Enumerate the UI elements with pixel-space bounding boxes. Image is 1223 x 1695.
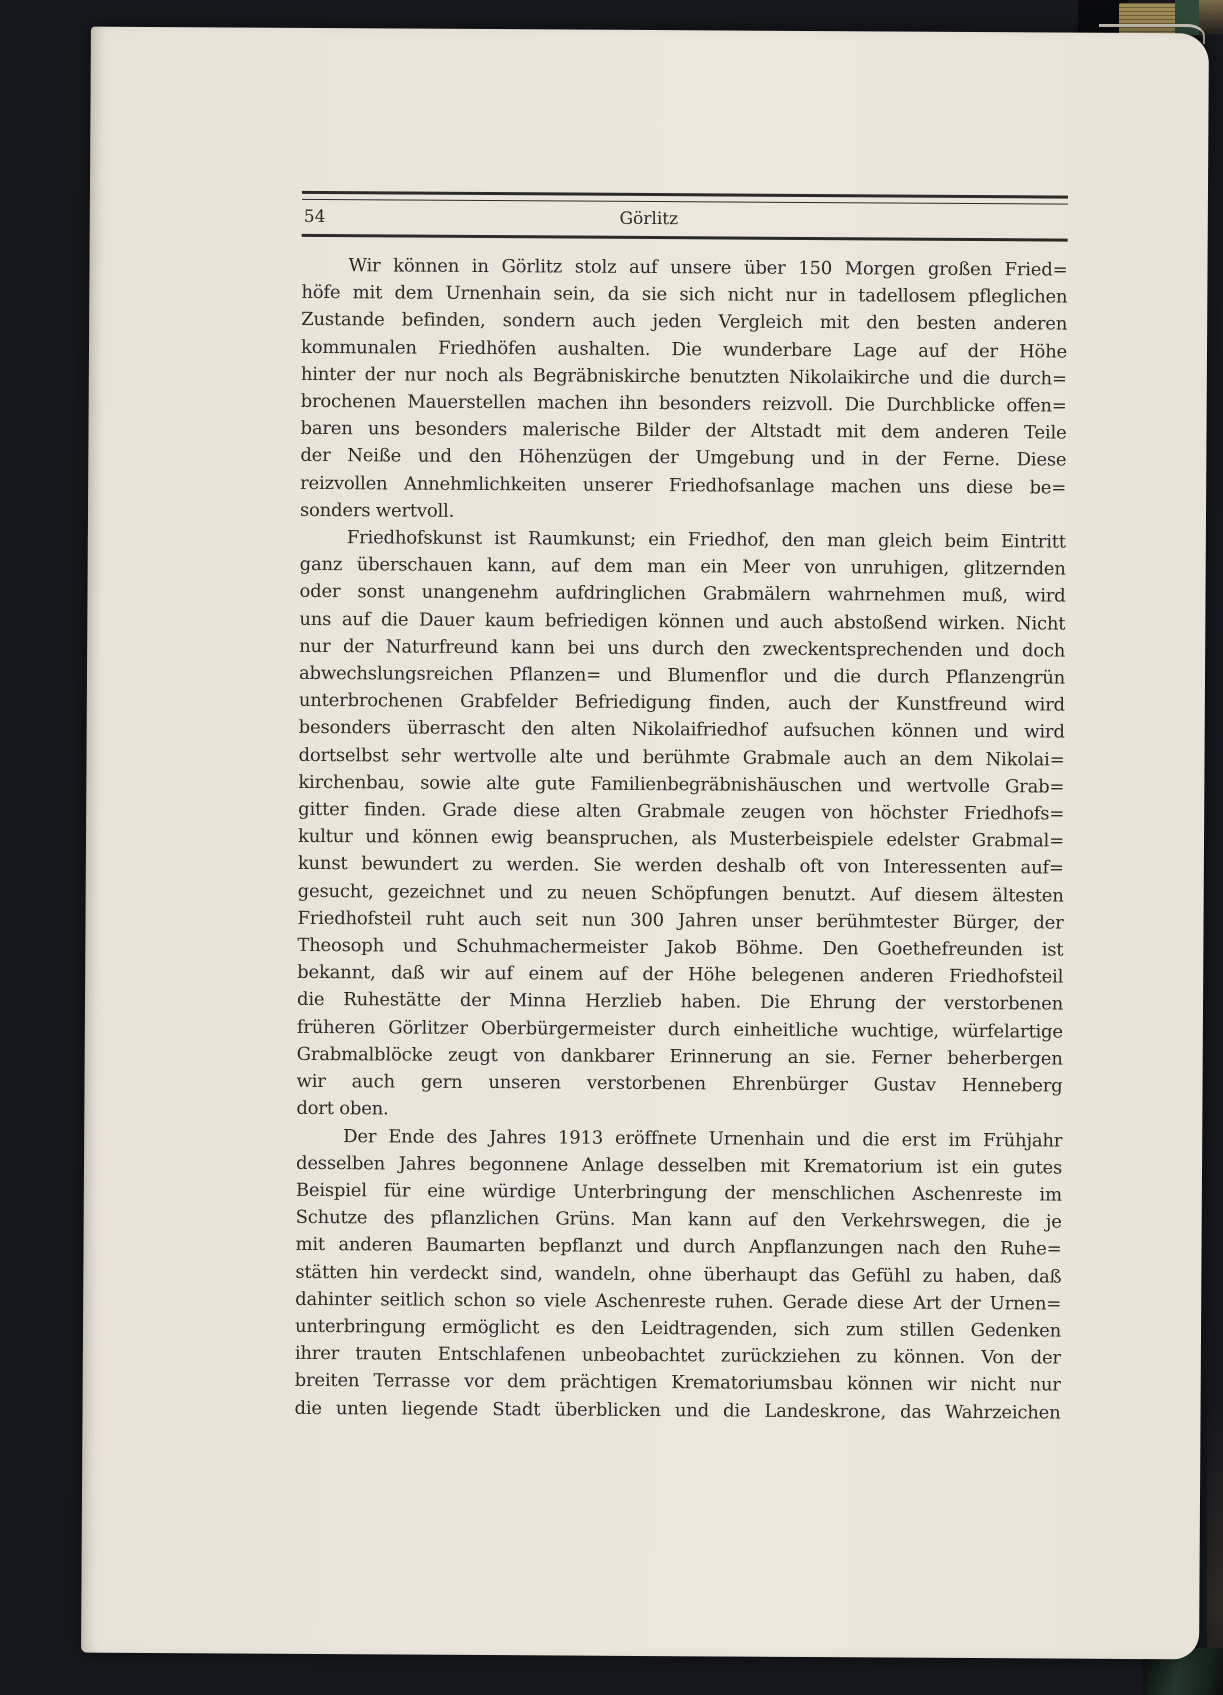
text-line: dortselbst sehr wertvolle alte und berühmte Grabmale auch an dem Nikolai= — [298, 744, 1065, 771]
text-line: kirchenbau, sowie alte gute Familienbegräbnishäuschen und wertvolle Grab= — [298, 771, 1065, 798]
text-line: besonders überrascht den alten Nikolaifriedhof aufsuchen können und wird — [298, 717, 1065, 744]
text-line: breiten Terrasse vor dem prächtigen Krematoriumsbau können wir nicht nur — [294, 1370, 1061, 1396]
text-line: höfe mit dem Urnenhain sein, da sie sich nicht nur in tadellosem pfleglichen — [301, 282, 1068, 308]
text-line: Zustande befinden, sondern auch jeden Vergleich mit den besten anderen — [301, 309, 1068, 335]
text-line: ihrer trauten Entschlafenen unbeobachtet zurückziehen zu können. Von der — [294, 1342, 1061, 1369]
text-line: bekannt, daß wir auf einem auf der Höhe belegenen anderen Friedhofsteil — [297, 962, 1064, 988]
text-line: unterbringung ermöglicht es den Leidtragenden, sich zum stillen Gedenken — [294, 1315, 1062, 1342]
text-line: dort oben. — [296, 1098, 389, 1120]
text-line: Der Ende des Jahres 1913 eröffnete Urnenhain und die erst im Frühjahr — [343, 1125, 1063, 1152]
text-line: die Ruhestätte der Minna Herzlieb haben. Die Ehrung der verstorbenen — [296, 989, 1064, 1016]
text-line: uns auf die Dauer kaum befriedigen können und auch abstoßend wirken. Nicht — [299, 608, 1066, 635]
text-line: Wir können in Görlitz stolz auf unsere über 150 Morgen großen Fried= — [348, 255, 1068, 281]
text-line: ganz überschauen kann, auf dem man ein Meer von unruhigen, glitzernden — [299, 554, 1066, 580]
header-rule-top-thick — [302, 191, 1068, 199]
text-line: Grabmalblöcke zeugt von dankbarer Erinnerung an sie. Ferner beherbergen — [296, 1043, 1063, 1070]
text-line: baren uns besonders malerische Bilder der Altstadt mit dem anderen Teile — [300, 418, 1067, 444]
text-line: unterbrochenen Grabfelder Befriedigung finden, auch der Kunstfreund wird — [298, 690, 1065, 716]
text-line: Friedhofsteil ruht auch seit nun 300 Jahren unser berühmtester Bürger, der — [297, 907, 1064, 934]
header-rule-bottom — [302, 234, 1068, 242]
text-line: gitter finden. Grade diese alten Grabmale zeugen von höchster Friedhofs= — [298, 798, 1065, 825]
text-line: Theosoph und Schuhmachermeister Jakob Böhme. Den Goethefreunden ist — [297, 934, 1064, 961]
book-corner-edge — [1199, 0, 1223, 34]
paragraph — [294, 1122, 1062, 1426]
page-number: 54 — [303, 206, 326, 228]
text-line: nur der Naturfreund kann bei uns durch den zweckentsprechenden und doch — [299, 635, 1066, 662]
body-text — [294, 252, 1067, 1426]
text-line: Friedhofskunst ist Raumkunst; ein Friedhof, den man gleich beim Eintritt — [346, 527, 1066, 553]
text-line: früheren Görlitzer Oberbürgermeister durch einheitliche wuchtige, würfelartige — [296, 1016, 1063, 1043]
text-line: Beispiel für eine würdige Unterbringung der menschlichen Aschenreste im — [295, 1179, 1062, 1206]
text-line: kunst bewundert zu werden. Sie werden deshalb oft von Interessenten auf= — [297, 853, 1064, 880]
text-line: abwechslungsreichen Pflanzen= und Blumenflor und die durch Pflanzengrün — [298, 662, 1066, 689]
text-line: desselben Jahres begonnene Anlage desselben mit Krematorium ist ein gutes — [295, 1152, 1063, 1179]
text-line: die unten liegende Stadt überblicken und die Landeskrone, das Wahrzeichen — [294, 1397, 1061, 1424]
text-line: reizvollen Annehmlichkeiten unserer Friedhofsanlage machen uns diese be= — [300, 472, 1067, 499]
paragraph — [300, 252, 1068, 529]
text-line: oder sonst unangenehm aufdringlichen Grabmälern wahrnehmen muß, wird — [299, 581, 1066, 608]
text-line: dahinter seitlich schon so viele Aschenreste ruhen. Gerade diese Art der Urnen= — [295, 1288, 1062, 1315]
text-line: mit anderen Baumarten bepflanzt und durch Anpflanzungen nach den Ruhe= — [295, 1234, 1062, 1260]
text-line: gesucht, gezeichnet und zu neuen Schöpfungen benutzt. Auf diesem ältesten — [297, 880, 1064, 907]
text-line: brochenen Mauerstellen machen ihn besonders reizvoll. Die Durchblicke offen= — [300, 390, 1067, 417]
text-line: Schutze des pflanzlichen Grüns. Man kann auf den Verkehrswegen, die je — [295, 1206, 1062, 1233]
paragraph — [296, 524, 1066, 1127]
running-title: Görlitz — [619, 208, 679, 230]
text-line: kommunalen Friedhöfen aushalten. Die wunderbare Lage auf der Höhe — [300, 336, 1068, 363]
text-line: hinter der nur noch als Begräbniskirche benutzten Nikolaikirche und die durch= — [300, 363, 1067, 390]
text-line: der Neiße und den Höhenzügen der Umgebung und in der Ferne. Diese — [300, 445, 1067, 471]
scanned-book-page — [81, 27, 1209, 1660]
text-line: sonders wertvoll. — [299, 499, 455, 522]
text-line: wir auch gern unseren verstorbenen Ehrenbürger Gustav Henneberg — [296, 1070, 1063, 1097]
text-line: stätten hin verdeckt sind, wandeln, ohne überhaupt das Gefühl zu haben, daß — [295, 1261, 1062, 1288]
text-line: kultur und können ewig beanspruchen, als Musterbeispiele edelster Grabmal= — [297, 826, 1065, 852]
running-header — [302, 204, 1068, 235]
